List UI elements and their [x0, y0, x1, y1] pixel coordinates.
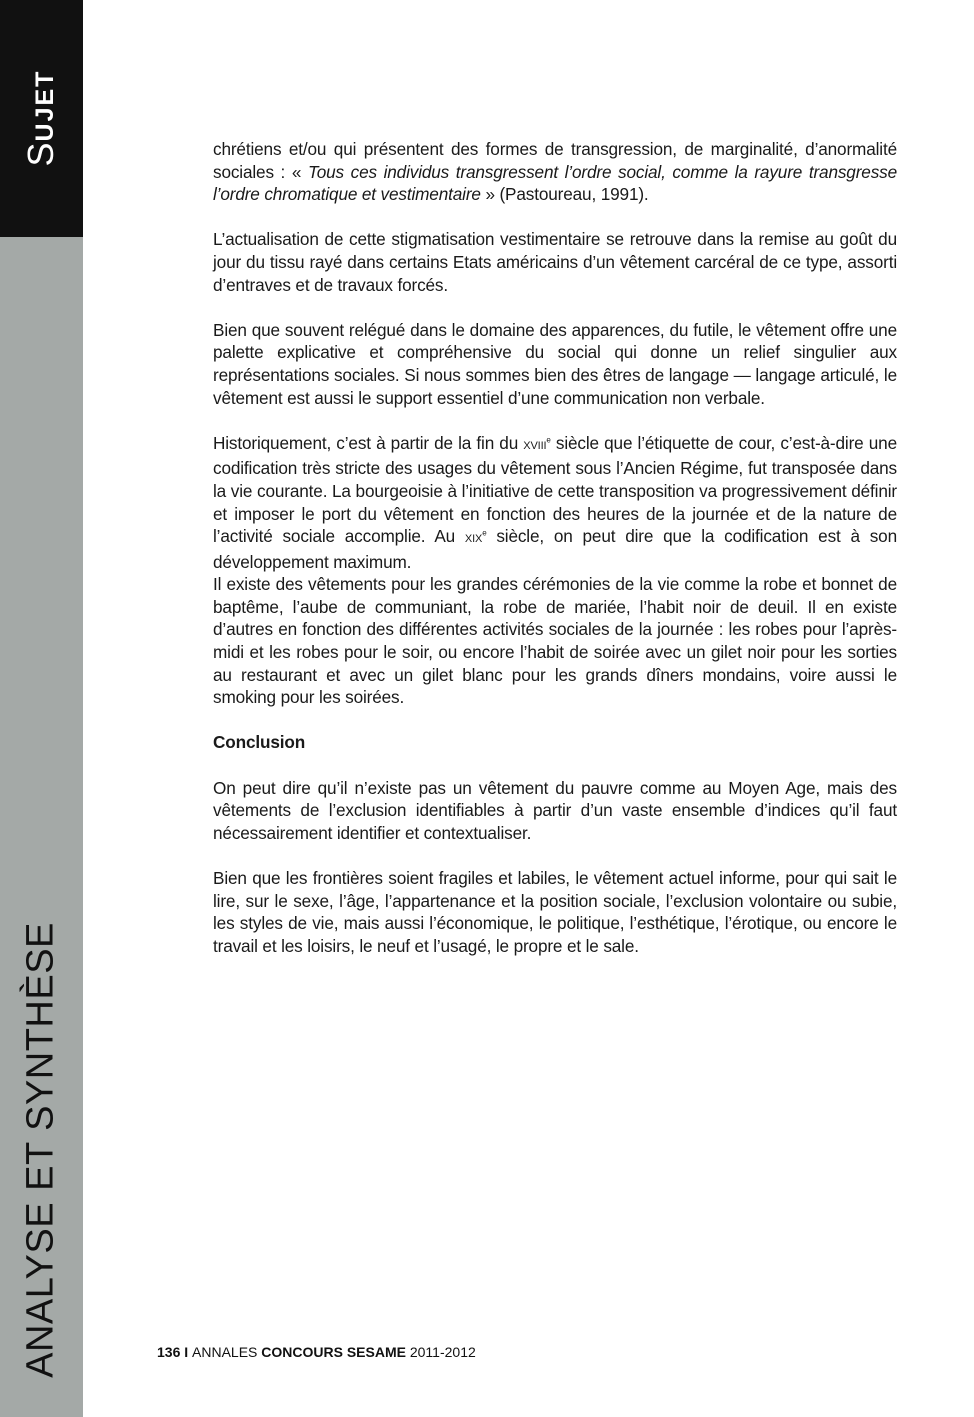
- subject-label-initial: S: [20, 141, 61, 167]
- footer-years: 2011-2012: [405, 1344, 476, 1360]
- paragraph-6: On peut dire qu’il n’existe pas un vêtement du pauvre comme au Moyen Age, mais des vêtements de l’exclusion identifiables à partir d’un vaste ensemble d’indices qu’il faut nécessairement identifier et contextualiser.: [213, 777, 897, 843]
- paragraph-2: L’actualisation de cette stigmatisation vestimentaire se retrouve dans la remise au goût du jour du tissu rayé dans certains Etats américains d’un vêtement carcéral de ce type, assorti d’entraves et de travaux forcés.: [213, 229, 897, 295]
- quote: Tous ces individus transgressent l’ordre social, comme la rayure transgresse l’ordre chromatique et vestimentaire: [213, 161, 897, 205]
- paragraph-4-end: siècle, on peut dire que la codification est à son développement maximum.: [213, 526, 897, 572]
- footer-concours: CONCOURS SESAME: [261, 1344, 406, 1360]
- page-footer: [157, 1344, 476, 1360]
- paragraph-1-end: » (Pastoureau, 1991).: [480, 184, 649, 205]
- paragraph-4-middle: siècle que l’étiquette de cour, c’est-à-dire une codification très stricte des usages du vêtement sous l’Ancien Régime, fut transposée dans la vie courante. La bourgeoisie à l’initiative de cette transposition va progressivement définir et imposer le port du vêtement en fonction des heures de la journée et de la nature de l’activité sociale accomplie. Au: [213, 432, 897, 547]
- subject-label-rest: UJET: [31, 69, 59, 142]
- paragraph-1-start: chrétiens et/ou qui présentent des formes de transgression, de marginalité, d’anormalité sociales : «: [213, 139, 897, 182]
- paragraph-4-start: Historiquement, c’est à partir de la fin du: [213, 432, 524, 453]
- paragraph-1: [213, 138, 897, 206]
- footer-separator: I: [180, 1344, 193, 1360]
- paragraph-4: [213, 432, 897, 574]
- century-18: XVIII: [523, 439, 547, 452]
- paragraph-7: Bien que les frontières soient fragiles et labiles, le vêtement actuel informe, pour qui sait le lire, sur le sexe, l’âge, l’appartenance et la position sociale, l’exclusion volontaire ou subie, les styles de vie, mais aussi l’économique, le politique, l’esthétique, l’érotique, ou encore le travail et les loisirs, le neuf et l’usagé, le propre et le sale.: [213, 868, 897, 956]
- century-19-suffix: e: [482, 528, 487, 538]
- conclusion-heading: Conclusion: [213, 732, 306, 753]
- section-label: ANALYSE ET SYNTHÈSE: [19, 922, 62, 1378]
- main-text: [213, 138, 897, 980]
- century-19: XIX: [464, 533, 483, 546]
- page-number: 136: [157, 1344, 181, 1360]
- century-18-suffix: e: [546, 434, 551, 444]
- footer-annales: ANNALES: [192, 1344, 262, 1360]
- paragraph-3: Bien que souvent relégué dans le domaine des apparences, du futile, le vêtement offre une palette explicative et compréhensive du social qui donne un relief singulier aux représentations sociales. Si nous sommes bien des êtres de langage — langage articulé, le vêtement est aussi le support essentiel d’une communication non verbale.: [213, 319, 897, 408]
- paragraph-5: Il existe des vêtements pour les grandes cérémonies de la vie comme la robe et bonnet de baptême, l’aube de communiant, la robe de mariée, l’habit noir de deuil. Il en existe d’autres en fonction des différentes activités sociales de la journée : les robes pour l’après-midi et les robes pour le soir, ou encore l’habit de soirée avec un gilet noir pour les sorties au restaurant et avec un gilet blanc pour les grands dîners mondains, voire aussi le smoking pour les soirées.: [213, 574, 897, 708]
- subject-label: [20, 70, 62, 167]
